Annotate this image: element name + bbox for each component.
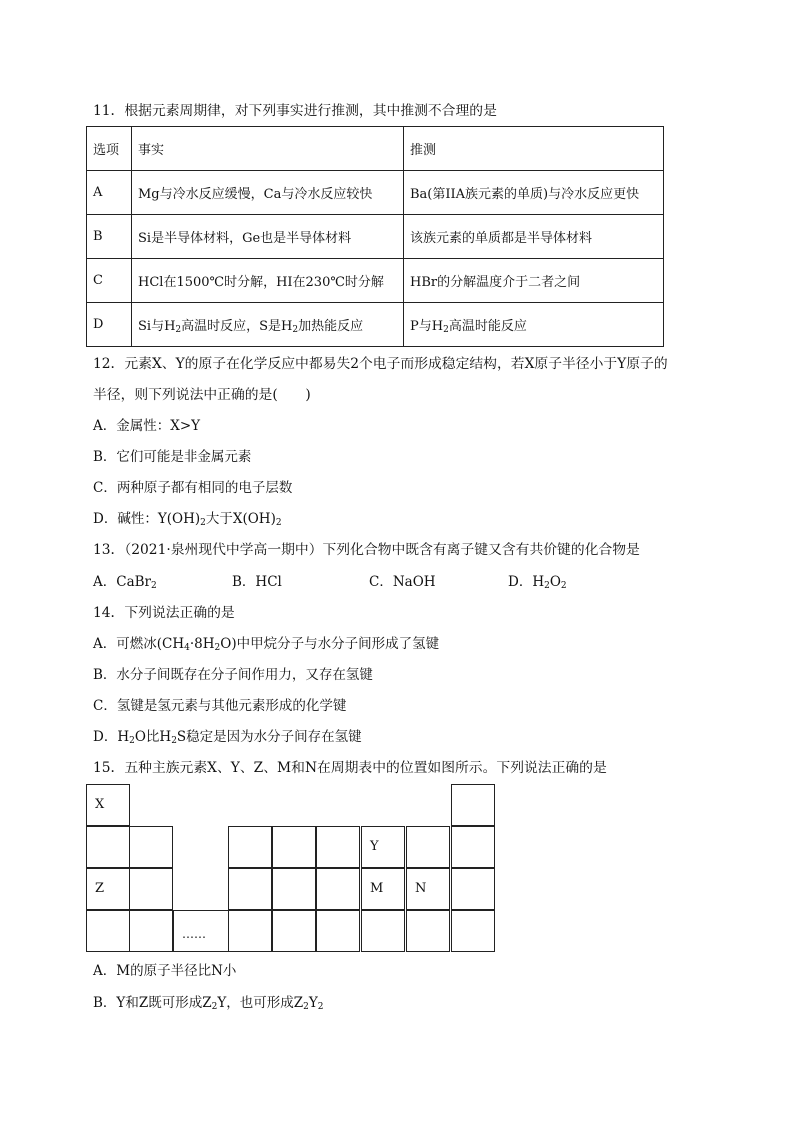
row-fact bbox=[132, 303, 404, 347]
cell-empty bbox=[361, 910, 405, 952]
table-row bbox=[87, 303, 664, 347]
row-guess bbox=[404, 303, 664, 347]
subscript: 2 bbox=[200, 518, 206, 528]
text-part: ·8H bbox=[189, 636, 215, 652]
subscript: 2 bbox=[275, 518, 282, 528]
cell-x bbox=[86, 784, 130, 826]
q13-option-a bbox=[93, 573, 157, 595]
row-option: A bbox=[87, 171, 132, 215]
element-label-x: X bbox=[95, 797, 105, 812]
cell-empty bbox=[228, 868, 272, 910]
cell-empty bbox=[228, 826, 272, 868]
subscript: 2 bbox=[317, 1002, 324, 1012]
cell-empty bbox=[406, 910, 450, 952]
q15-title: 15．五种主族元素X、Y、Z、M和N在周期表中的位置如图所示。下列说法正确的是 bbox=[93, 760, 607, 776]
table-row bbox=[87, 215, 664, 259]
cell-empty bbox=[129, 868, 173, 910]
row-guess: HBr的分解温度介于二者之间 bbox=[404, 259, 664, 303]
subscript: 2 bbox=[211, 1002, 218, 1012]
q13-option-d bbox=[508, 573, 567, 595]
cell-empty bbox=[272, 910, 316, 952]
subscript: 2 bbox=[443, 324, 449, 335]
text-part: A．CaBr bbox=[93, 574, 152, 590]
cell-empty bbox=[272, 826, 316, 868]
text-part: Si与H bbox=[138, 318, 176, 334]
subscript: 2 bbox=[171, 736, 177, 746]
subscript: 2 bbox=[151, 581, 157, 591]
element-label-z: Z bbox=[95, 881, 105, 896]
element-label-y: Y bbox=[370, 839, 379, 854]
q14-option-d bbox=[93, 728, 362, 750]
text-part: Y，也可形成Z bbox=[217, 995, 304, 1011]
q13-title: 13．（2021·泉州现代中学高一期中）下列化合物中既含有离子键又含有共价键的化合物是 bbox=[93, 542, 640, 558]
text-part: A．可燃冰(CH bbox=[93, 636, 185, 652]
header-fact: 事实 bbox=[132, 127, 404, 171]
text-part: Y bbox=[308, 995, 318, 1011]
periodic-table-diagram bbox=[86, 784, 496, 954]
cell-empty bbox=[451, 784, 495, 826]
table-row bbox=[87, 259, 664, 303]
q12-title-line1: 12．元素X、Y的原子在化学反应中都易失2个电子而形成稳定结构，若X原子半径小于Y原子的 bbox=[93, 356, 668, 372]
q12-option-d bbox=[93, 510, 282, 532]
cell-empty bbox=[129, 826, 173, 868]
subscript: 2 bbox=[544, 581, 550, 591]
text-part: O比H bbox=[134, 729, 172, 745]
cell-empty bbox=[451, 910, 495, 952]
subscript: 2 bbox=[292, 324, 299, 335]
header-option: 选项 bbox=[87, 127, 132, 171]
row-guess: Ba(第IIA族元素的单质)与冷水反应更快 bbox=[404, 171, 664, 215]
q12-option-b: B．它们可能是非金属元素 bbox=[93, 449, 252, 465]
q12-option-a: A．金属性：X>Y bbox=[93, 418, 201, 434]
cell-empty bbox=[86, 910, 130, 952]
table-header-row bbox=[87, 127, 664, 171]
cell-m bbox=[361, 868, 405, 910]
element-label-m: M bbox=[370, 881, 384, 896]
row-guess: 该族元素的单质都是半导体材料 bbox=[404, 215, 664, 259]
ellipsis-label: …… bbox=[182, 927, 206, 941]
row-fact: Mg与冷水反应缓慢，Ca与冷水反应较快 bbox=[132, 171, 404, 215]
cell-empty bbox=[272, 868, 316, 910]
text-part: S稳定是因为水分子间存在氢键 bbox=[176, 729, 362, 745]
cell-empty bbox=[129, 910, 173, 952]
text-part: B．Y和Z既可形成Z bbox=[93, 995, 212, 1011]
subscript: 2 bbox=[560, 581, 567, 591]
q12-option-c: C．两种原子都有相同的电子层数 bbox=[93, 480, 293, 496]
row-fact: Si是半导体材料，Ge也是半导体材料 bbox=[132, 215, 404, 259]
cell-empty bbox=[316, 910, 360, 952]
cell-empty bbox=[406, 826, 450, 868]
q12-title-line2: 半径，则下列说法中正确的是( ) bbox=[93, 387, 311, 403]
header-guess: 推测 bbox=[404, 127, 664, 171]
text-part: 高温时反应，S是H bbox=[181, 318, 293, 334]
cell-transition-gap bbox=[173, 910, 229, 952]
cell-empty bbox=[228, 910, 272, 952]
q14-title: 14．下列说法正确的是 bbox=[93, 605, 235, 621]
q13-option-b: B．HCl bbox=[232, 574, 282, 590]
text-part: 大于X(OH) bbox=[205, 511, 276, 527]
text-part: P与H bbox=[410, 318, 444, 334]
subscript: 2 bbox=[175, 324, 182, 335]
subscript: 2 bbox=[303, 1002, 309, 1012]
text-part: 高温时能反应 bbox=[448, 318, 527, 334]
row-option: B bbox=[87, 215, 132, 259]
cell-empty bbox=[86, 826, 130, 868]
q15-option-b bbox=[93, 994, 324, 1016]
cell-y bbox=[361, 826, 405, 868]
text-part: D．碱性：Y(OH) bbox=[93, 511, 201, 527]
table-row bbox=[87, 171, 664, 215]
text-part: O)中甲烷分子与水分子间形成了氢键 bbox=[220, 636, 440, 652]
row-fact: HCl在1500℃时分解，HI在230℃时分解 bbox=[132, 259, 404, 303]
subscript: 4 bbox=[184, 643, 190, 653]
cell-z bbox=[86, 868, 130, 910]
q11-table bbox=[86, 126, 664, 347]
text-part: D．H bbox=[508, 574, 545, 590]
q14-option-a bbox=[93, 635, 439, 657]
cell-empty bbox=[316, 868, 360, 910]
element-label-n: N bbox=[415, 881, 427, 896]
q11-title: 11．根据元素周期律，对下列事实进行推测，其中推测不合理的是 bbox=[93, 103, 497, 119]
text-part: O bbox=[549, 574, 561, 590]
cell-empty bbox=[316, 826, 360, 868]
cell-n bbox=[406, 868, 450, 910]
subscript: 2 bbox=[214, 643, 221, 653]
text-part: D．H bbox=[93, 729, 130, 745]
row-option: C bbox=[87, 259, 132, 303]
q15-option-a: A．M的原子半径比N小 bbox=[93, 963, 237, 979]
q14-option-c: C．氢键是氢元素与其他元素形成的化学键 bbox=[93, 698, 347, 714]
q14-option-b: B．水分子间既存在分子间作用力，又存在氢键 bbox=[93, 667, 373, 683]
q13-option-c: C．NaOH bbox=[369, 574, 436, 590]
cell-empty bbox=[451, 868, 495, 910]
subscript: 2 bbox=[129, 736, 135, 746]
text-part: 加热能反应 bbox=[298, 318, 364, 334]
cell-empty bbox=[451, 826, 495, 868]
row-option: D bbox=[87, 303, 132, 347]
